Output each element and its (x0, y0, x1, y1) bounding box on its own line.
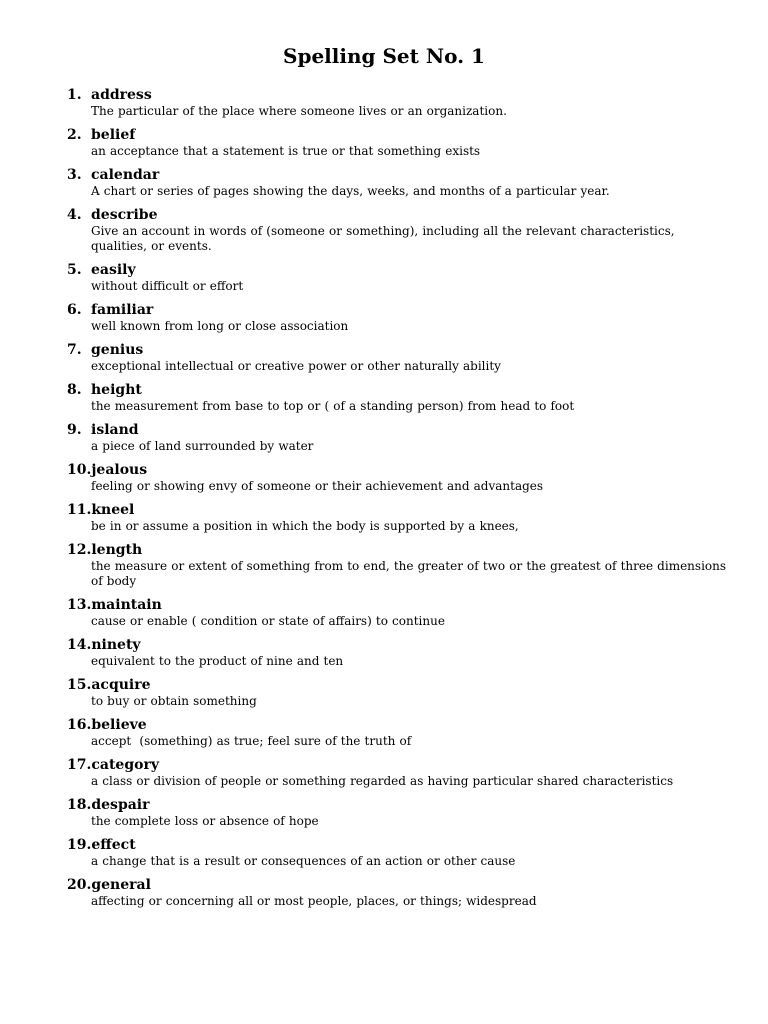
item-number: 9. (67, 422, 82, 438)
page-title: Spelling Set No. 1 (283, 44, 485, 68)
item-number: 4. (67, 207, 82, 223)
word-definition: A chart or series of pages showing the days, weeks, and months of a particular year. (91, 184, 610, 198)
word-definition: a class or division of people or something regarded as having particular shared characteristics (91, 774, 674, 788)
item-number: 3. (67, 167, 82, 183)
list-item (67, 126, 727, 159)
list-item (67, 676, 727, 709)
item-number: 16. (67, 717, 92, 733)
item-number: 13. (67, 597, 92, 613)
list-item (67, 876, 727, 909)
spelling-word: despair (91, 797, 150, 813)
list-item (67, 756, 727, 789)
list-item (67, 381, 727, 414)
word-definition: the measure or extent of something from to end, the greater of two or the greatest of three dimensions of body (91, 559, 727, 588)
word-definition: a change that is a result or consequences of an action or other cause (91, 854, 516, 868)
list-item (67, 461, 727, 494)
item-number: 11. (67, 502, 92, 518)
list-item (67, 301, 727, 334)
spelling-word: effect (91, 837, 136, 853)
list-item (67, 836, 727, 869)
spelling-word: jealous (91, 462, 148, 478)
word-definition: equivalent to the product of nine and ten (91, 654, 344, 668)
spelling-word: island (91, 422, 139, 438)
list-item (67, 636, 727, 669)
word-definition: well known from long or close association (91, 319, 349, 333)
item-number: 15. (67, 677, 92, 693)
spelling-word: describe (91, 207, 158, 223)
item-number: 19. (67, 837, 92, 853)
spelling-word: category (91, 757, 159, 773)
item-number: 14. (67, 637, 92, 653)
list-item (67, 541, 727, 589)
item-number: 20. (67, 877, 92, 893)
word-definition: Give an account in words of (someone or something), including all the relevant characteristics, qualities, or events. (91, 224, 675, 253)
spelling-word: calendar (91, 167, 160, 183)
word-definition: without difficult or effort (91, 279, 244, 293)
item-number: 10. (67, 462, 92, 478)
item-number: 17. (67, 757, 92, 773)
list-item (67, 341, 727, 374)
item-number: 8. (67, 382, 82, 398)
list-item (67, 166, 727, 199)
list-item (67, 86, 727, 119)
word-definition: feeling or showing envy of someone or their achievement and advantages (91, 479, 544, 493)
spelling-word: familiar (91, 302, 154, 318)
word-definition: accept (something) as true; feel sure of the truth of (91, 734, 412, 748)
item-number: 2. (67, 127, 82, 143)
spelling-word: general (91, 877, 151, 893)
item-number: 7. (67, 342, 82, 358)
word-definition: an acceptance that a statement is true or that something exists (91, 144, 481, 158)
spelling-word: believe (91, 717, 147, 733)
word-definition: to buy or obtain something (91, 694, 257, 708)
spelling-word: easily (91, 262, 136, 278)
spelling-word: genius (91, 342, 144, 358)
list-item (67, 206, 727, 254)
word-definition: be in or assume a position in which the body is supported by a knees, (91, 519, 519, 533)
list-item (67, 796, 727, 829)
list-item (67, 596, 727, 629)
word-definition: a piece of land surrounded by water (91, 439, 314, 453)
list-item (67, 501, 727, 534)
item-number: 6. (67, 302, 82, 318)
list-item (67, 716, 727, 749)
list-item (67, 421, 727, 454)
word-definition: the measurement from base to top or ( of a standing person) from head to foot (91, 399, 575, 413)
word-definition: affecting or concerning all or most people, places, or things; widespread (91, 894, 537, 908)
spelling-word: maintain (91, 597, 162, 613)
spelling-word-list (67, 86, 727, 916)
item-number: 12. (67, 542, 92, 558)
word-definition: the complete loss or absence of hope (91, 814, 319, 828)
word-definition: exceptional intellectual or creative power or other naturally ability (91, 359, 501, 373)
list-item (67, 261, 727, 294)
item-number: 1. (67, 87, 82, 103)
spelling-word: address (91, 87, 152, 103)
item-number: 5. (67, 262, 82, 278)
spelling-word: kneel (91, 502, 135, 518)
spelling-word: acquire (91, 677, 151, 693)
word-definition: The particular of the place where someone lives or an organization. (91, 104, 507, 118)
spelling-word: belief (91, 127, 136, 143)
item-number: 18. (67, 797, 92, 813)
spelling-word: height (91, 382, 142, 398)
spelling-word: ninety (91, 637, 141, 653)
word-definition: cause or enable ( condition or state of affairs) to continue (91, 614, 445, 628)
spelling-word: length (91, 542, 143, 558)
